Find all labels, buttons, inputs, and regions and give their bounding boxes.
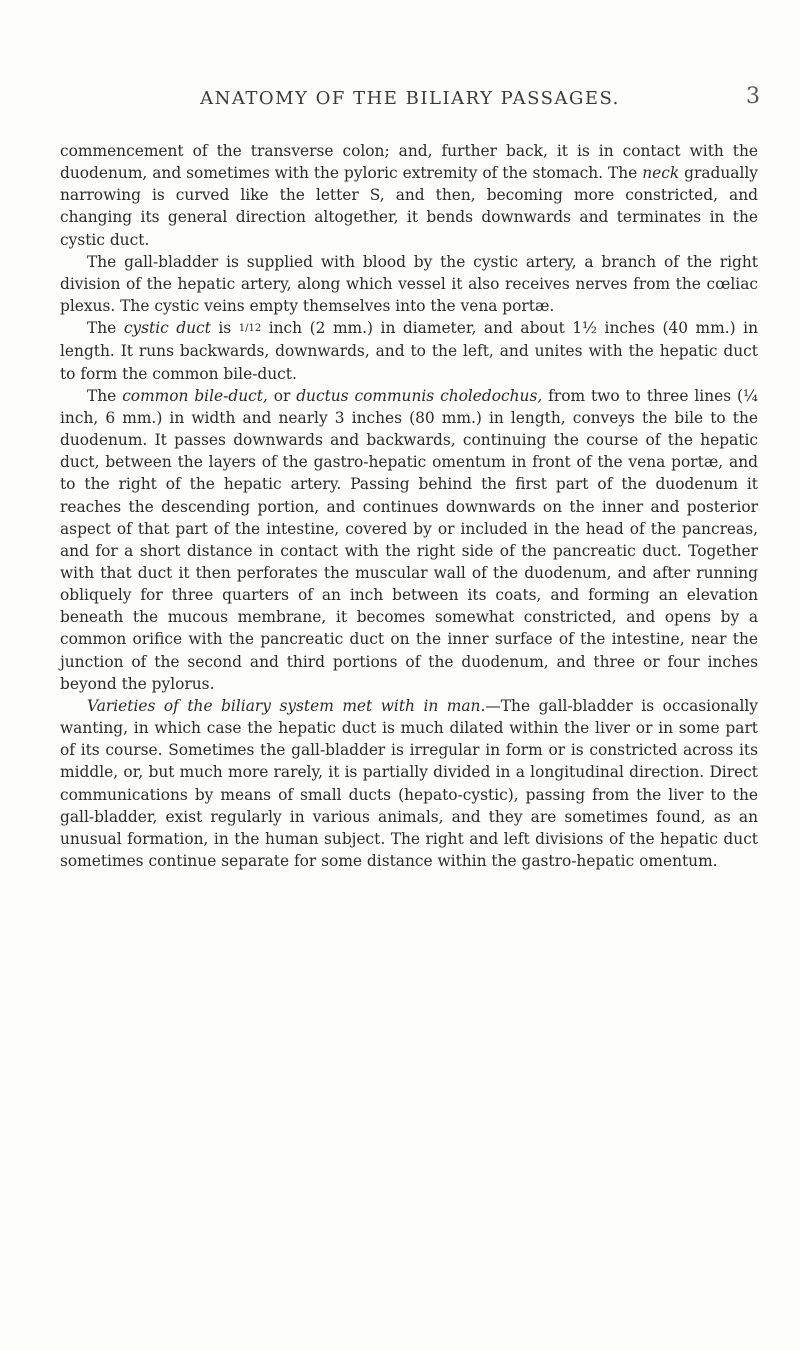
italic-text: ductus communis choledochus, [296,386,543,405]
body-text [60,140,758,872]
text-run: —The gall-bladder is occasionally wanting, in which case the hepatic duct is much dilated within the liver or in some part of its course. Sometimes the gall-bladder is irregular in form or is constricted across its middle, or, but much more rarely, it is partially divided in a longitudinal direction. Direct communications by means of small ducts (hepato-cystic), passing from the liver to the gall-bladder, exist regularly in various animals, and they are sometimes found, as an unusual formation, in the human subject. The right and left divisions of the hepatic duct sometimes continue separate for some distance within the gastro-hepatic omentum. [60,696,758,870]
italic-text: cystic duct [123,319,211,338]
text-run: The gall-bladder is supplied with blood by the cystic artery, a branch of the right division of the hepatic artery, along which vessel it also receives nerves from the cœliac plexus. The cystic veins empty themselves into the vena portæ. [60,252,758,316]
paragraph [60,385,758,695]
running-head-title: ANATOMY OF THE BILIARY PASSAGES. [200,88,620,109]
page-number: 3 [746,84,760,109]
text-run: from two to three lines (¼ inch, 6 mm.) in width and nearly 3 inches (80 mm.) in length, conveys the bile to the duodenum. It passes downwards and backwards, continuing the course of the hepatic duct, between the layers of the gastro-hepatic omentum in front of the vena portæ, and to the right of the hepatic artery. Passing behind the first part of the duodenum it reaches the descending portion, and continues downwards on the inner and posterior aspect of that part of the intestine, covered by or included in the head of the pancreas, and for a short distance in contact with the right side of the pancreatic duct. Together with that duct it then perforates the muscular wall of the duodenum, and after running obliquely for three quarters of an inch between its coats, and forming an elevation beneath the mucous membrane, it becomes somewhat constricted, and opens by a common orifice with the pancreatic duct on the inner surface of the intestine, near the junction of the second and third portions of the duodenum, and three or four inches beyond the pylorus. [60,386,758,693]
text-run: The [87,386,123,405]
italic-text: Varieties of the biliary system met with in man. [87,696,486,715]
italic-text: neck [642,164,680,183]
paragraph [60,695,758,872]
paragraph [60,317,758,384]
text-run: The [87,319,124,338]
italic-text: common bile-duct, [122,386,268,405]
text-run: is [210,319,239,338]
fraction-text: 1/12 [238,323,262,335]
text-run: or [267,386,297,405]
paragraph [60,251,758,317]
text-run: commencement of the transverse colon; and, further back, it is in contact with the duodenum, and sometimes with the pyloric extremity of the stomach. The [60,142,758,183]
text-run: inch (2 mm.) in diameter, and about 1½ inches (40 mm.) in length. It runs backwards, downwards, and to the left, and unites with the hepatic duct to form the common bile-duct. [60,319,758,383]
running-head [60,84,760,112]
paragraph [60,140,758,251]
text-run: gradually narrowing is curved like the letter S, and then, becoming more constricted, and changing its general direction altogether, it bends downwards and terminates in the cystic duct. [60,164,758,249]
